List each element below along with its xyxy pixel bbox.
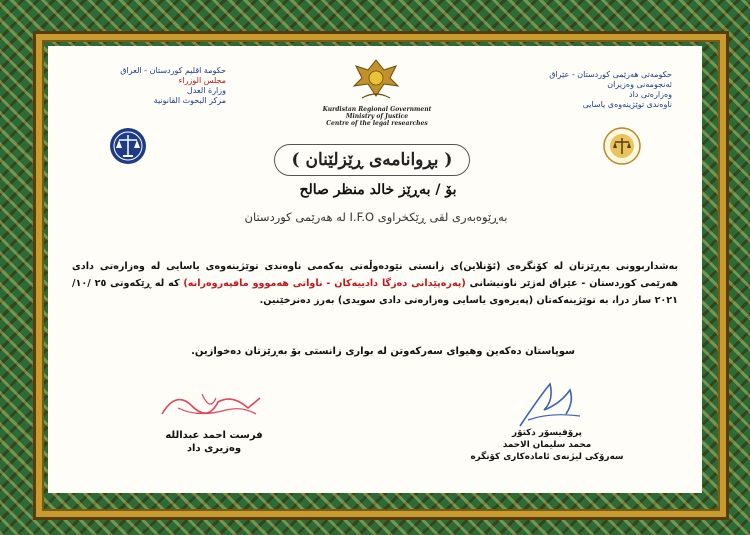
header-kurdish-line4: ناوەندی توێژینەوەی یاسایی <box>582 100 672 109</box>
header-kurdish-line3: وەزارەتی داد <box>629 90 672 99</box>
chair-title: پرۆفیسۆر دکتۆر <box>512 428 582 438</box>
english-header <box>302 106 452 127</box>
english-line2: Ministry of Justice <box>345 113 409 120</box>
minister-signature <box>158 384 268 424</box>
recipient-position: بەڕێوەبەری لقی ڕێکخراوی I.F.O لە هەرێمی کوردستان <box>244 210 508 224</box>
certificate-title: ( بڕوانامەی ڕێزلێنان ) <box>291 150 453 170</box>
english-line1: Kurdistan Regional Government <box>322 106 432 113</box>
body-text-part2: کە لە ڕێکەوتی ٢٥ /١٠/ ٢٠٢١ ساز درا، بە توێژینەکەتان (پەیرەوی یاسایی وەزارەتی دادی سویدی) بەرز دەنرخێنین. <box>72 278 678 306</box>
body-text <box>72 258 678 309</box>
header-arabic-line2: مجلس الوزراء <box>178 76 226 85</box>
recipient-name: بۆ / بەڕێز خالد منظر صالح <box>299 182 457 198</box>
english-line3: Centre of the legal researches <box>326 120 428 127</box>
certificate-panel <box>48 46 702 493</box>
header-kurdish <box>542 70 672 110</box>
justice-seal-right-icon <box>602 126 642 166</box>
title-frame <box>274 144 470 176</box>
body-text-part1: بەشداربوونی بەڕێزتان لە کۆنگرەی (ئۆنلاین)ی زانستی نێودەوڵەتی یەکەمی ناوەندی توێژینەوەی یاسایی لە وەزارەتی دادی هەرێمی کوردستان - عێراق لەژێر ناونیشانی <box>72 261 678 289</box>
header-kurdish-line1: حكومەتی هەرێمی کوردستان - عێراق <box>549 70 672 79</box>
header-arabic-line4: مركز البحوث القانونية <box>153 96 226 105</box>
header-arabic <box>86 66 226 106</box>
closing-text: سوپاستان دەکەین وهیوای سەرکەوتن لە بواری زانستی بۆ بەڕێزتان دەخوازین. <box>191 346 575 357</box>
conference-theme: (پەرەپێدانی دەزگا دادییەکان - ناواتی هەمووو مافپەروەرانە) <box>183 278 466 289</box>
chair-signature-block <box>452 427 642 463</box>
justice-seal-left-icon <box>108 126 148 166</box>
minister-signature-block <box>144 429 284 455</box>
chair-role: سەرۆکی لیژنەی ئامادەکاری کۆنگرە <box>470 452 624 462</box>
minister-name: فرست احمد عبدالله <box>165 430 263 441</box>
header-arabic-line1: حكومة اقليم كوردستان - العراق <box>120 66 226 75</box>
kurdistan-emblem-icon <box>348 56 404 102</box>
header-arabic-line3: وزارة العدل <box>186 86 226 95</box>
header-kurdish-line2: ئەنجومەنی وەزیران <box>607 80 672 89</box>
chair-name: محمد سلیمان الاحمد <box>502 440 592 450</box>
minister-role: وەزیری داد <box>186 443 242 454</box>
